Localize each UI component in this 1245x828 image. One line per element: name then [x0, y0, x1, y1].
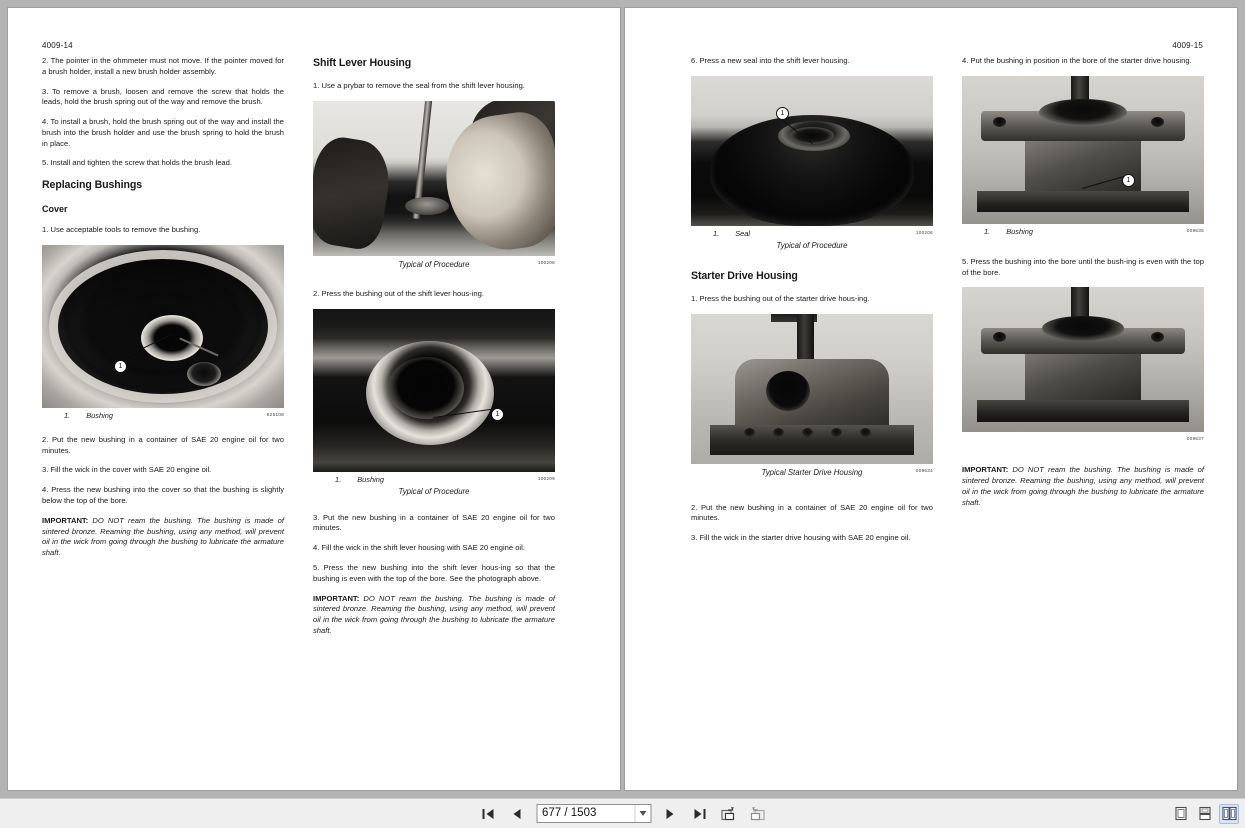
chevron-right-icon: [665, 808, 676, 820]
photo-bushing-pressed: [962, 287, 1204, 432]
step-text: Press a new seal into the shift lever housing.: [699, 56, 850, 65]
step-text: Use acceptable tools to remove the bushing.: [50, 225, 201, 235]
photo-shift-lever-seal: [691, 76, 933, 226]
paragraph-step: [42, 87, 284, 109]
paragraph-step: [42, 117, 284, 149]
important-note: [42, 516, 284, 559]
step-number: 6.: [691, 56, 698, 65]
paragraph-step: [691, 56, 933, 67]
step-text: To remove a brush, loosen and remove the screw that holds the leads, hold the brush spring out of the way and remove the brush.: [42, 86, 284, 107]
caption-item: 1. Seal: [713, 228, 751, 238]
paragraph-step: [42, 225, 284, 236]
step-text: Press the bushing out of the shift lever hous-ing.: [321, 288, 484, 298]
callout-1: 1: [1122, 174, 1135, 187]
toolbar-navigation-group: [478, 804, 767, 824]
viewer-toolbar: [0, 798, 1245, 828]
step-number: 1.: [313, 81, 320, 91]
important-text: DO NOT ream the bushing. The bushing is made of sintered bronze. Reaming the bushing, using any method, will prevent oil in the wick from going through the bushing to lubricate the armature shaft.: [42, 515, 284, 558]
figure-caption: [962, 435, 1204, 445]
step-number: 4.: [42, 485, 49, 495]
figure-shift-lever-bushing: [313, 309, 555, 497]
important-text: DO NOT ream the bushing. The bushing is made of sintered bronze. Reaming the bushing, using any method, will prevent oil in the wick from going through the bushing to lubricate the armature shaft.: [313, 593, 555, 635]
caption-item: 1. Bushing: [984, 226, 1033, 236]
step-number: 4.: [42, 117, 49, 127]
figure-id: 100209: [537, 475, 555, 481]
figure-id: 009637: [1186, 436, 1204, 442]
caption-center: Typical Starter Drive Housing: [761, 467, 863, 477]
caption-item: 1. Bushing: [335, 474, 384, 484]
figure-caption: [42, 411, 284, 421]
figure-caption: [691, 467, 933, 477]
step-text: Fill the wick in the shift lever housing with SAE 20 engine oil.: [321, 543, 525, 553]
step-text: Use a prybar to remove the seal from the shift lever housing.: [321, 81, 525, 91]
page-number-select[interactable]: [536, 804, 651, 823]
paragraph-step: [313, 563, 555, 585]
page-folio-left: 4009-14: [42, 41, 73, 50]
photo-bushing-in-position: [962, 76, 1204, 224]
photo-starter-drive-housing: [691, 314, 933, 464]
page-number-value[interactable]: 677 / 1503: [542, 807, 597, 819]
paragraph-step: [313, 513, 555, 535]
step-number: 1.: [42, 225, 49, 235]
step-text: Press the bushing into the bore until the bush-ing is even with the top of the bore.: [962, 256, 1204, 277]
right-page-column-1: [691, 56, 933, 544]
continuous-page-view-button[interactable]: [1195, 804, 1215, 824]
step-number: 3.: [42, 465, 49, 475]
step-number: 2.: [42, 56, 49, 65]
step-number: 2.: [313, 288, 320, 298]
subsection-heading-cover: Cover: [42, 204, 68, 215]
step-number: 3.: [313, 512, 320, 522]
last-page-button[interactable]: [689, 804, 709, 824]
photo-prybar-seal-removal: [313, 101, 555, 256]
first-page-icon: [481, 808, 495, 820]
section-heading-replacing-bushings: Replacing Bushings: [42, 179, 143, 192]
paragraph-step: [42, 485, 284, 507]
step-text: Install and tighten the screw that holds the brush lead.: [50, 158, 232, 168]
important-note: [962, 465, 1204, 508]
figure-bushing-pressed: [962, 287, 1204, 445]
figure-bushing-in-position: [962, 76, 1204, 237]
two-page-view-icon: [1222, 806, 1237, 821]
left-page-column-1: [42, 56, 284, 568]
step-number: 4.: [962, 56, 969, 65]
step-number: 5.: [42, 158, 49, 168]
right-page-column-2: [962, 56, 1204, 517]
step-number: 2.: [691, 502, 698, 512]
paragraph-step: [42, 158, 284, 169]
paragraph-step: [313, 81, 555, 92]
document-page-left[interactable]: [8, 8, 620, 790]
caption-item: 1. Bushing: [64, 410, 113, 420]
figure-prybar-seal-removal: [313, 101, 555, 269]
step-number: 5.: [962, 256, 969, 266]
figure-id: 825108: [266, 411, 284, 417]
paragraph-step: [691, 533, 933, 544]
photo-shift-lever-bushing: [313, 309, 555, 472]
step-text: Put the new bushing in a container of SAE 20 engine oil for two minutes.: [42, 434, 284, 455]
paragraph-step: [42, 56, 284, 78]
paragraph-step: [313, 543, 555, 554]
caption-center: Typical of Procedure: [398, 486, 470, 496]
first-page-button[interactable]: [478, 804, 498, 824]
rotate-counterclockwise-icon: [749, 806, 765, 821]
figure-caption: [313, 259, 555, 269]
caption-center: Typical of Procedure: [398, 259, 470, 269]
figure-id: 100208: [537, 259, 555, 265]
figure-caption: [313, 475, 555, 485]
step-text: The pointer in the ohmmeter must not move. If the pointer moved for a brush holder, install a new brush holder assembly.: [42, 56, 284, 76]
left-page-column-2: [313, 56, 555, 646]
figure-id: 100206: [915, 229, 933, 235]
step-number: 4.: [313, 543, 320, 553]
callout-1: 1: [776, 107, 789, 120]
important-label: IMPORTANT:: [42, 515, 89, 525]
step-text: Put the new bushing in a container of SAE 20 engine oil for two minutes.: [313, 512, 555, 533]
next-page-button[interactable]: [660, 804, 680, 824]
continuous-page-view-icon: [1198, 806, 1212, 821]
last-page-icon: [692, 808, 706, 820]
figure-caption: [962, 227, 1204, 237]
step-text: Put the bushing in position in the bore of the starter drive housing.: [970, 56, 1192, 65]
step-text: Press the new bushing into the cover so that the bushing is slightly below the top of the bore.: [42, 485, 284, 505]
step-text: Press the bushing out of the starter drive hous-ing.: [699, 293, 870, 303]
step-number: 2.: [42, 434, 49, 444]
important-label: IMPORTANT:: [313, 593, 360, 603]
callout-1: 1: [491, 408, 504, 421]
section-heading-shift-lever-housing: Shift Lever Housing: [313, 57, 412, 69]
document-page-right[interactable]: [625, 8, 1237, 790]
step-text: Fill the wick in the cover with SAE 20 engine oil.: [50, 465, 212, 475]
paragraph-step: [42, 465, 284, 476]
important-note: [313, 594, 555, 637]
step-text: Press the new bushing into the shift lever hous-ing so that the bushing is even with the top of the bore. See the photograph above.: [313, 563, 555, 583]
single-page-view-icon: [1174, 806, 1188, 821]
important-label: IMPORTANT:: [962, 465, 1009, 475]
paragraph-step: [962, 257, 1204, 279]
caption-center: Typical of Procedure: [776, 240, 848, 250]
single-page-view-button[interactable]: [1171, 804, 1191, 824]
figure-cover-bushing: [42, 245, 284, 421]
photo-cover-bushing: [42, 245, 284, 408]
previous-page-button[interactable]: [507, 804, 527, 824]
section-heading-starter-drive-housing: Starter Drive Housing: [691, 269, 798, 282]
step-text: Put the new bushing in a container of SAE 20 engine oil for two minutes.: [691, 502, 933, 523]
page-folio-right: 4009-15: [1172, 41, 1203, 50]
step-number: 3.: [42, 86, 49, 96]
callout-1: 1: [114, 360, 127, 373]
paragraph-step: [691, 503, 933, 525]
step-number: 1.: [691, 293, 698, 303]
paragraph-step: [313, 289, 555, 300]
chevron-left-icon: [512, 808, 523, 820]
step-text: Fill the wick in the starter drive housing with SAE 20 engine oil.: [699, 533, 911, 543]
chevron-down-icon[interactable]: [634, 805, 650, 822]
step-number: 5.: [313, 563, 320, 572]
important-text: DO NOT ream the bushing. The bushing is made of sintered bronze. Reaming the bushing, using any method, will prevent oil in the wick from going through the bushing to lubricate the armature shaft.: [962, 465, 1204, 507]
paragraph-step: [42, 435, 284, 457]
toolbar-view-mode-group: [1171, 804, 1239, 824]
two-page-view-button[interactable]: [1219, 804, 1239, 824]
paragraph-step: [962, 56, 1204, 67]
step-text: To install a brush, hold the brush spring out of the way and install the brush into the brush holder and use the brush spring to hold the brush in place.: [42, 117, 284, 148]
figure-caption: [691, 229, 933, 239]
figure-shift-lever-seal: [691, 76, 933, 251]
rotate-counterclockwise-button[interactable]: [747, 804, 767, 824]
figure-starter-drive-housing: [691, 314, 933, 477]
figure-id: 009634: [915, 467, 933, 473]
rotate-clockwise-icon: [720, 806, 736, 821]
paragraph-step: [691, 294, 933, 305]
figure-id: 009636: [1186, 227, 1204, 233]
rotate-clockwise-button[interactable]: [718, 804, 738, 824]
step-number: 3.: [691, 533, 698, 543]
